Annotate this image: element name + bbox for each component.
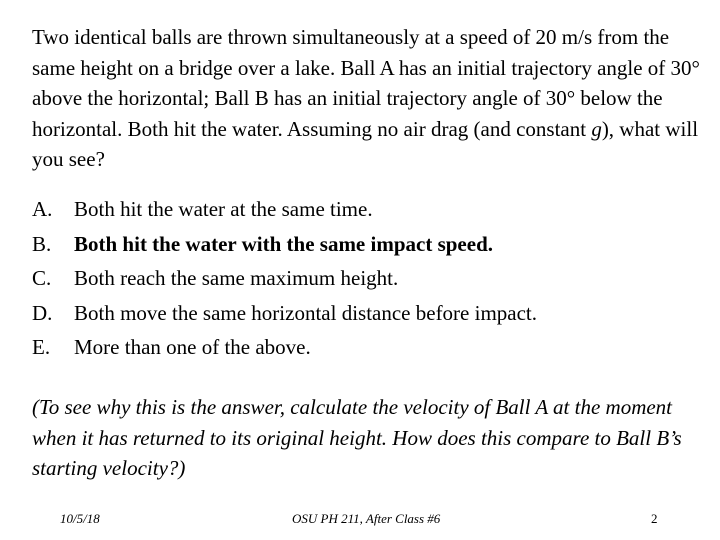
option-d	[32, 296, 702, 331]
answer-options-list	[32, 192, 702, 365]
option-a-text: Both hit the water at the same time.	[74, 197, 373, 221]
footer-date: 10/5/18	[60, 511, 100, 526]
option-b-text: Both hit the water with the same impact speed.	[74, 231, 493, 256]
option-d-letter: D.	[32, 300, 53, 325]
option-b	[32, 227, 702, 262]
option-c-text: Both reach the same maximum height.	[74, 266, 399, 290]
option-e-text: More than one of the above.	[74, 335, 311, 359]
footer-page-number: 2	[651, 511, 658, 526]
footer-course-title: OSU PH 211, After Class #6	[292, 511, 441, 526]
option-e-letter: E.	[32, 335, 51, 359]
option-e	[32, 330, 702, 365]
hint-text: (To see why this is the answer, calculate the velocity of Ball A at the moment when it has returned to its original height. How does this compare to Ball B’s starting velocity?)	[32, 395, 682, 480]
option-a-letter: A.	[32, 197, 53, 221]
option-c-letter: C.	[32, 266, 52, 290]
option-a	[32, 192, 702, 227]
question-text-part-1: Two identical balls are thrown simultaneously at a speed of 20 m/s from the same height on a bridge over a lake. Ball A has an initial trajectory angle of 30° above the horizontal; Ball B has an initial trajectory angle of 30° below the horizontal. Both hit the water. Assuming no air drag (and constant	[32, 25, 700, 141]
option-d-text: Both move the same horizontal distance before impact.	[74, 300, 538, 325]
gravity-symbol: g	[591, 116, 602, 141]
question-text	[32, 22, 702, 175]
question-text-part-2: ), what will you see?	[32, 116, 699, 171]
option-b-letter: B.	[32, 231, 52, 256]
option-c	[32, 261, 702, 296]
